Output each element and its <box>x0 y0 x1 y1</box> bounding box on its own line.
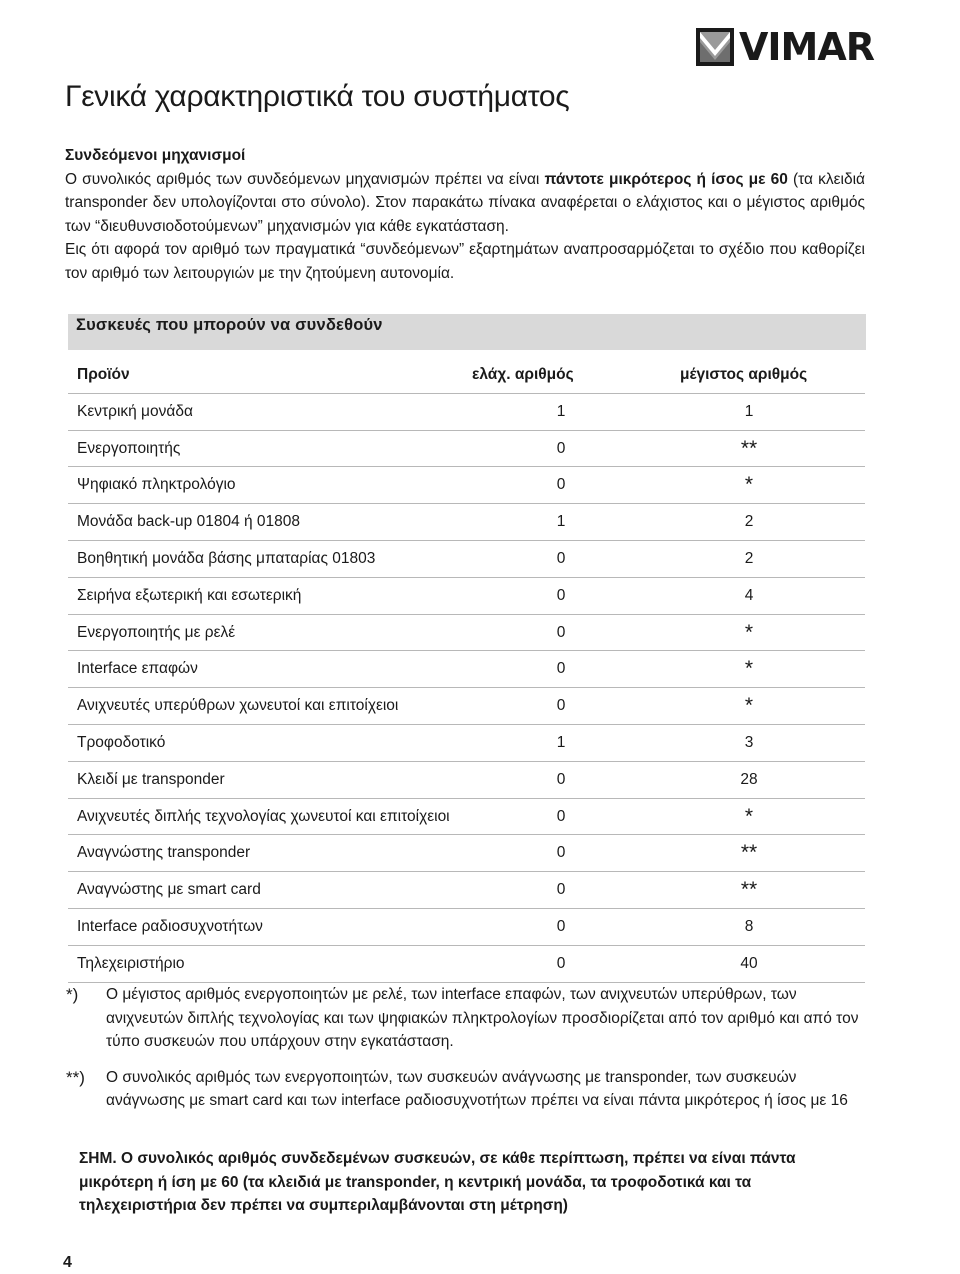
devices-table <box>68 357 865 983</box>
cell-max: * <box>744 804 754 828</box>
cell-max: * <box>744 473 754 497</box>
cell-min: 0 <box>556 770 566 788</box>
cell-min: 0 <box>556 881 566 899</box>
cell-min: 0 <box>556 844 566 862</box>
cell-max: * <box>744 694 754 718</box>
cell-min: 1 <box>556 402 566 420</box>
footnote-double-star <box>66 1066 866 1113</box>
cell-product: Ψηφιακό πληκτρολόγιο <box>77 476 236 494</box>
page-title: Γενικά χαρακτηριστικά του συστήματος <box>65 80 570 113</box>
intro-emphasis: πάντοτε μικρότερος ή ίσος με 60 <box>544 170 788 188</box>
cell-product: Βοηθητική μονάδα βάσης μπαταρίας 01803 <box>77 549 376 567</box>
table-header-row <box>68 357 865 394</box>
cell-min: 0 <box>556 623 566 641</box>
cell-product: Κεντρική μονάδα <box>77 402 193 420</box>
table-row <box>68 467 865 504</box>
footnote-mark: **) <box>66 1067 85 1087</box>
cell-product: Αναγνώστης με smart card <box>77 881 261 899</box>
column-header-min: ελάχ. αριθμός <box>472 366 574 383</box>
table-row <box>68 909 865 946</box>
table-row <box>68 504 865 541</box>
cell-product: Μονάδα back-up 01804 ή 01808 <box>77 513 301 531</box>
cell-max: ** <box>740 436 758 460</box>
cell-min: 0 <box>556 586 566 604</box>
cell-product: Interface επαφών <box>77 660 198 678</box>
intro-text: Ο συνολικός αριθμός των συνδεόμενων μηχανισμών πρέπει να είναι <box>65 170 545 188</box>
table-row <box>68 615 865 652</box>
cell-product: Κλειδί με transponder <box>77 770 225 788</box>
vimar-logo-mark-icon <box>696 28 734 66</box>
cell-product: Ανιχνευτές υπερύθρων χωνευτοί και επιτοίχειοι <box>77 697 399 715</box>
cell-max: 2 <box>744 513 754 531</box>
table-row <box>68 394 865 431</box>
cell-max: * <box>744 657 754 681</box>
cell-min: 0 <box>556 917 566 935</box>
cell-product: Ανιχνευτές διπλής τεχνολογίας χωνευτοί και επιτοίχειοι <box>77 807 450 825</box>
cell-max: 4 <box>744 586 754 604</box>
table-row <box>68 799 865 836</box>
intro-paragraph-1 <box>65 168 865 239</box>
page-number: 4 <box>63 1254 72 1271</box>
cell-product: Αναγνώστης transponder <box>77 844 251 862</box>
footnote-text: Ο μέγιστος αριθμός ενεργοποιητών με ρελέ, των interface επαφών, των ανιχνευτών υπερύθρων, των ανιχνευτών διπλής τεχνολογίας και των ψηφιακών πληκτρολογίων προσδιορίζεται από τον αριθμό και από τον τύπο συσκευών που υπάρχουν στην εγκατάσταση. <box>106 986 859 1050</box>
cell-min: 0 <box>556 476 566 494</box>
cell-max: ** <box>740 878 758 902</box>
cell-max: 28 <box>740 770 758 788</box>
table-row <box>68 946 865 983</box>
cell-min: 0 <box>556 660 566 678</box>
cell-min: 0 <box>556 954 566 972</box>
table-heading: Συσκευές που μπορούν να συνδεθούν <box>76 316 383 334</box>
intro-paragraph-2: Εις ότι αφορά τον αριθμό των πραγματικά “συνδεόμενων” εξαρτημάτων αναπροσαρμόζεται το σχέδιο που καθορίζει τον αριθμό των λειτουργιών με την ζητούμενη αυτονομία. <box>65 241 865 282</box>
intro-section <box>65 144 865 285</box>
cell-max: * <box>744 620 754 644</box>
table-row <box>68 762 865 799</box>
column-header-max: μέγιστος αριθμός <box>680 366 808 383</box>
vimar-logo <box>696 25 875 69</box>
cell-product: Ενεργοποιητής <box>77 439 181 457</box>
footnotes <box>66 983 866 1125</box>
table-body <box>68 394 865 983</box>
table-row <box>68 872 865 909</box>
table-row <box>68 431 865 468</box>
cell-max: 1 <box>744 402 754 420</box>
cell-max: 40 <box>740 954 758 972</box>
cell-min: 0 <box>556 439 566 457</box>
cell-min: 0 <box>556 697 566 715</box>
table-row <box>68 578 865 615</box>
cell-max: 8 <box>744 917 754 935</box>
cell-min: 1 <box>556 513 566 531</box>
table-row <box>68 688 865 725</box>
footnote-mark: *) <box>66 985 79 1004</box>
table-row <box>68 651 865 688</box>
intro-text: (τα κλειδιά transponder δεν υπολογίζονται στο σύνολο). Στον παρακάτω πίνακα αναφέρεται ο ελάχιστος και ο μέγιστος αριθμός των “διευθυνσιοδοτούμενων” μηχανισμών για κάθε εγκατάσταση. <box>65 170 865 235</box>
cell-max: ** <box>740 841 758 865</box>
cell-min: 0 <box>556 549 566 567</box>
table-row <box>68 835 865 872</box>
vimar-logo-text: VIMAR <box>739 25 875 69</box>
table-row <box>68 725 865 762</box>
footnote-text: Ο συνολικός αριθμός των ενεργοποιητών, των συσκευών ανάγνωσης με transponder, των συσκευών ανάγνωσης με smart card και των interface ραδιοσυχνοτήτων πρέπει να είναι πάντα μικρότερος ή ίσος με 16 <box>106 1068 848 1109</box>
column-header-product: Προϊόν <box>77 366 130 383</box>
cell-product: Τηλεχειριστήριο <box>77 954 185 972</box>
cell-product: Τροφοδοτικό <box>77 733 166 751</box>
cell-product: Ενεργοποιητής με ρελέ <box>77 623 236 641</box>
cell-min: 1 <box>556 733 566 751</box>
cell-product: Σειρήνα εξωτερική και εσωτερική <box>77 586 302 604</box>
note-shm: ΣΗΜ. Ο συνολικός αριθμός συνδεδεμένων συσκευών, σε κάθε περίπτωση, πρέπει να είναι πάντα μικρότερη ή ίση με 60 (τα κλειδιά με transponder, η κεντρική μονάδα, τα τροφοδοτικά και τα τηλεχειριστήρια δεν πρέπει να συμπεριλαμβάνονται στη μέτρηση) <box>79 1150 796 1214</box>
cell-product: Interface ραδιοσυχνοτήτων <box>77 917 263 935</box>
cell-max: 2 <box>744 549 754 567</box>
footnote-single-star <box>66 983 866 1054</box>
table-row <box>68 541 865 578</box>
cell-min: 0 <box>556 807 566 825</box>
intro-subheading: Συνδεόμενοι μηχανισμοί <box>65 147 246 164</box>
cell-max: 3 <box>744 733 754 751</box>
